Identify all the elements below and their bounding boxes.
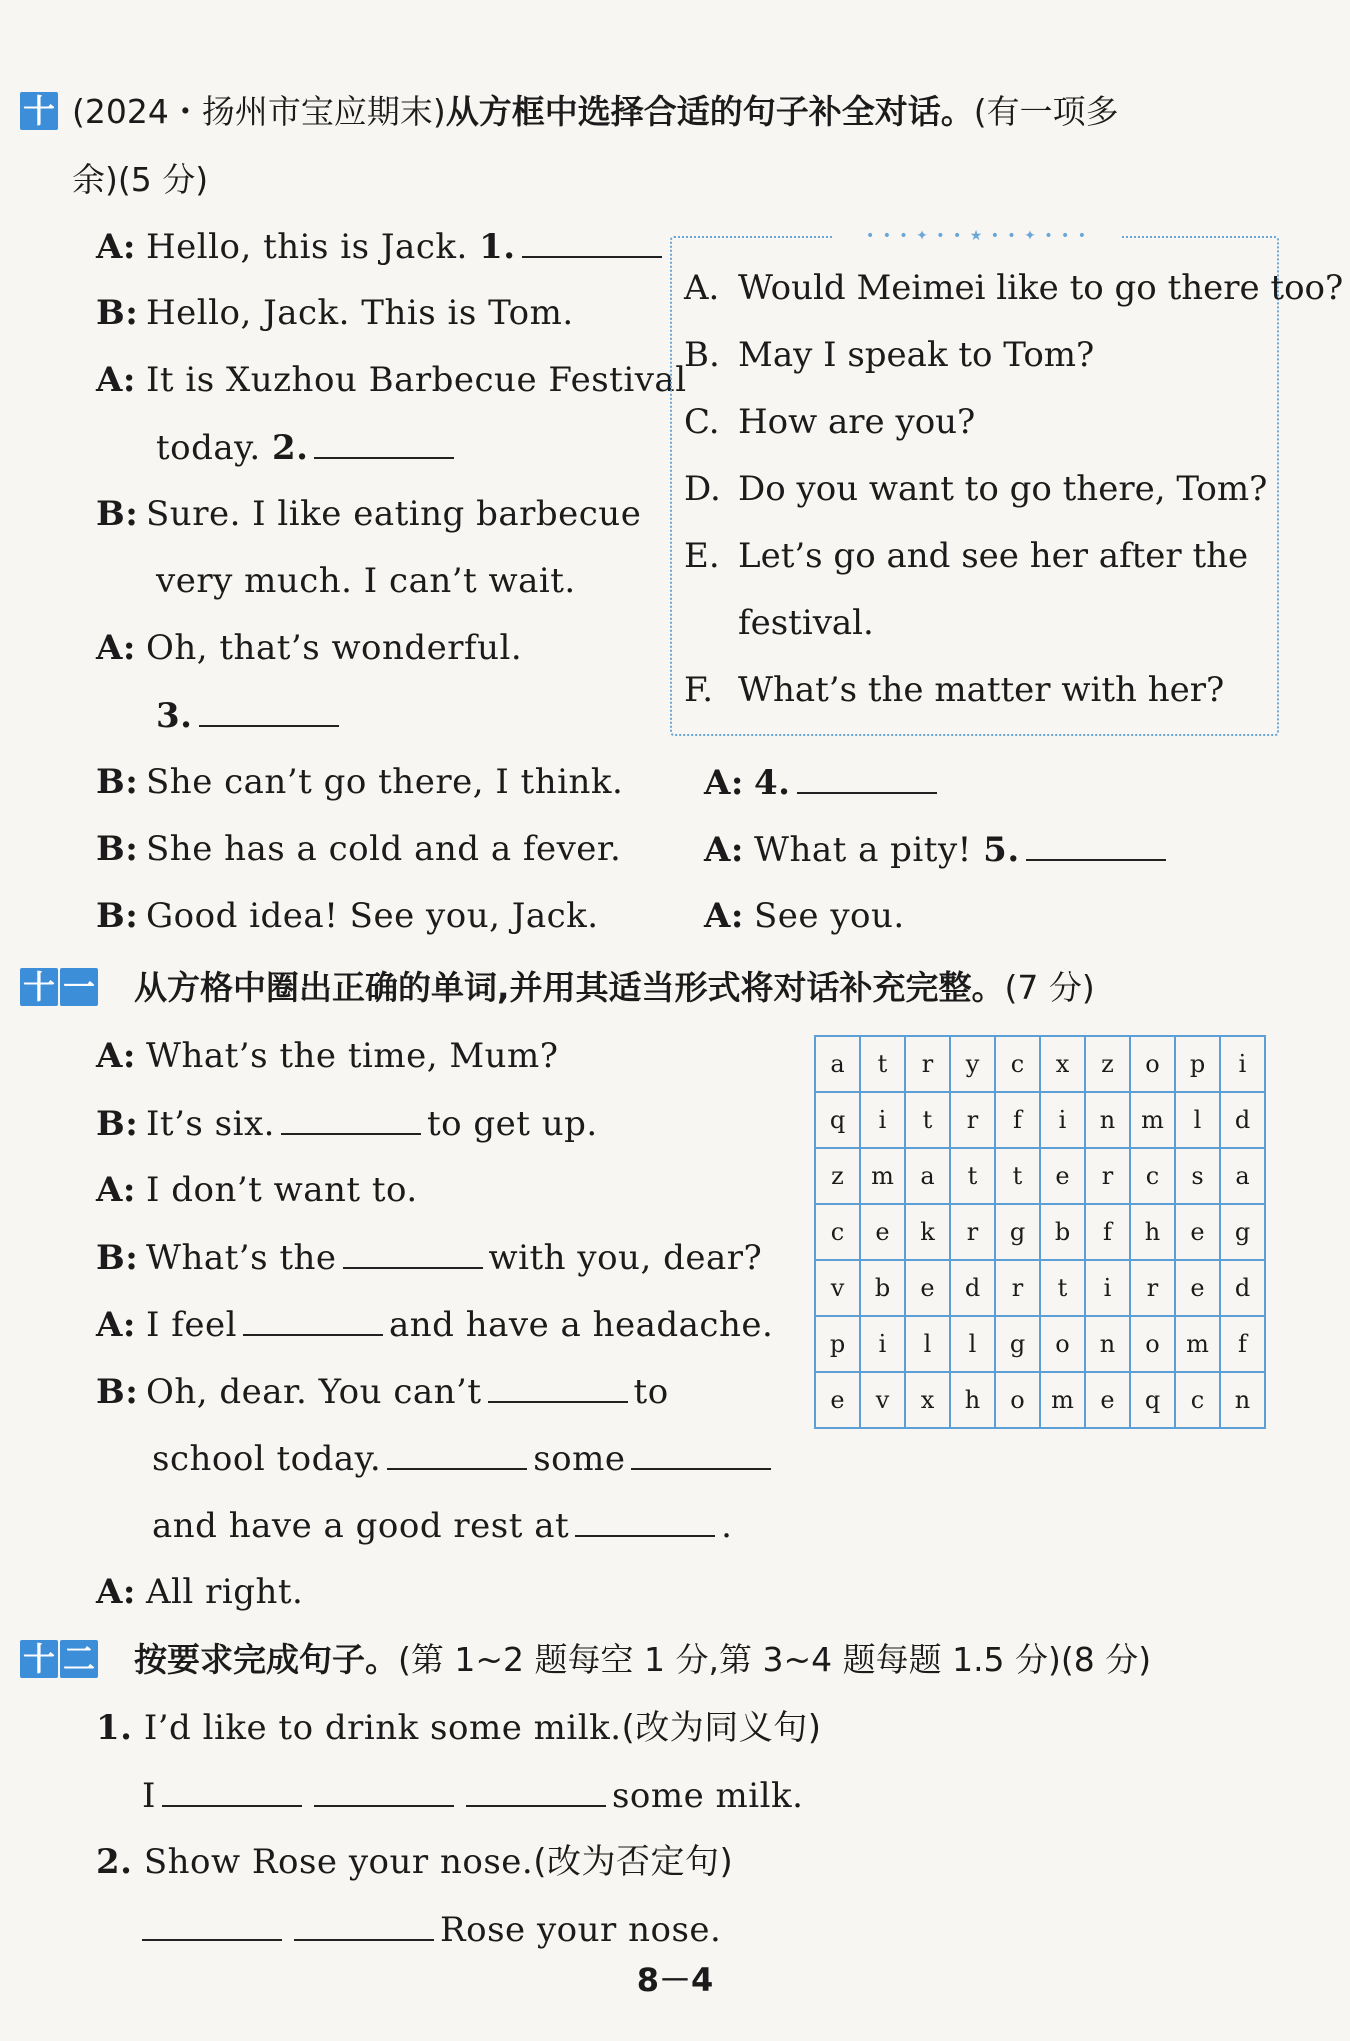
grid-cell[interactable]: f (1085, 1204, 1130, 1260)
grid-cell[interactable]: n (1085, 1092, 1130, 1148)
dialog-line: A: 4. (704, 762, 943, 803)
option-b: B. May I speak to Tom? (684, 335, 1095, 375)
answer-blank[interactable] (243, 1304, 383, 1336)
grid-row (815, 1316, 1265, 1372)
grid-cell[interactable]: e (860, 1204, 905, 1260)
answer-blank-4[interactable] (797, 762, 937, 794)
dialog-line: today. 2. (156, 427, 460, 468)
grid-cell[interactable]: d (1220, 1260, 1265, 1316)
answer-blank[interactable] (343, 1237, 483, 1269)
grid-cell[interactable]: t (1040, 1260, 1085, 1316)
grid-cell[interactable]: m (1040, 1372, 1085, 1428)
dialog-line: A: Hello, this is Jack. 1. (96, 226, 668, 267)
grid-cell[interactable]: m (1175, 1316, 1220, 1372)
dialog-line: B: It’s six. to get up. (96, 1104, 598, 1144)
dialog-line: A: It is Xuzhou Barbecue Festival (96, 360, 687, 400)
grid-cell[interactable]: l (950, 1316, 995, 1372)
grid-cell[interactable]: l (1175, 1092, 1220, 1148)
grid-cell[interactable]: r (905, 1036, 950, 1092)
answer-blank[interactable] (631, 1438, 771, 1470)
grid-cell[interactable]: g (1220, 1204, 1265, 1260)
grid-cell[interactable]: g (995, 1316, 1040, 1372)
badge-char: 二 (60, 1640, 98, 1678)
grid-cell[interactable]: b (1040, 1204, 1085, 1260)
grid-cell[interactable]: r (1130, 1260, 1175, 1316)
section-10-badge (20, 92, 58, 130)
answer-blank[interactable] (162, 1775, 302, 1807)
section-10-title-cont: 余)(5 分) (72, 160, 209, 199)
grid-cell[interactable]: o (1130, 1316, 1175, 1372)
grid-cell[interactable]: t (860, 1036, 905, 1092)
grid-cell[interactable]: e (905, 1260, 950, 1316)
grid-cell[interactable]: i (1085, 1260, 1130, 1316)
grid-cell[interactable]: t (995, 1148, 1040, 1204)
grid-cell[interactable]: c (1130, 1148, 1175, 1204)
grid-cell[interactable]: e (1085, 1372, 1130, 1428)
badge-char: 十 (20, 1640, 58, 1678)
section-11-title: 从方格中圈出正确的单词,并用其适当形式将对话补充完整。(7 分) (134, 968, 1095, 1007)
grid-cell[interactable]: h (950, 1372, 995, 1428)
grid-cell[interactable]: r (950, 1204, 995, 1260)
grid-cell[interactable]: v (860, 1372, 905, 1428)
grid-cell[interactable]: z (1085, 1036, 1130, 1092)
grid-cell[interactable]: l (905, 1316, 950, 1372)
options-box (670, 228, 1344, 736)
grid-row (815, 1260, 1265, 1316)
option-e-cont: festival. (738, 603, 874, 643)
grid-cell[interactable]: i (1220, 1036, 1265, 1092)
grid-cell[interactable]: s (1175, 1148, 1220, 1204)
section-12-title: 按要求完成句子。(第 1~2 题每空 1 分,第 3~4 题每题 1.5 分)(8 分) (134, 1640, 1152, 1679)
grid-cell[interactable]: v (815, 1260, 860, 1316)
grid-cell[interactable]: c (995, 1036, 1040, 1092)
question-1-answer: I some milk. (142, 1776, 804, 1816)
grid-cell[interactable]: t (905, 1092, 950, 1148)
dialog-line: B: She has a cold and a fever. (96, 829, 622, 869)
grid-cell[interactable]: r (995, 1260, 1040, 1316)
answer-blank-2[interactable] (314, 427, 454, 459)
dialog-line: B: Good idea! See you, Jack. (96, 896, 599, 936)
grid-cell[interactable]: f (995, 1092, 1040, 1148)
answer-blank[interactable] (488, 1371, 628, 1403)
grid-cell[interactable]: p (815, 1316, 860, 1372)
dialog-line: very much. I can’t wait. (156, 561, 576, 601)
grid-cell[interactable]: p (1175, 1036, 1220, 1092)
grid-cell[interactable]: a (815, 1036, 860, 1092)
grid-cell[interactable]: e (1040, 1148, 1085, 1204)
dialog-line: B: Hello, Jack. This is Tom. (96, 293, 574, 333)
grid-cell[interactable]: b (860, 1260, 905, 1316)
grid-cell[interactable]: e (815, 1372, 860, 1428)
grid-cell[interactable]: r (1085, 1148, 1130, 1204)
grid-cell[interactable]: x (905, 1372, 950, 1428)
grid-row (815, 1036, 1265, 1092)
grid-cell[interactable]: e (1175, 1260, 1220, 1316)
grid-cell[interactable]: a (1220, 1148, 1265, 1204)
grid-cell[interactable]: e (1175, 1204, 1220, 1260)
grid-cell[interactable]: i (1040, 1092, 1085, 1148)
dialog-line: B: Oh, dear. You can’t to (96, 1372, 669, 1412)
question-2: 2. Show Rose your nose.(改为否定句) (96, 1842, 734, 1882)
title-main: 从方框中选择合适的句子补全对话。 (445, 92, 974, 131)
grid-cell[interactable]: m (860, 1148, 905, 1204)
question-1: 1. I’d like to drink some milk.(改为同义句) (96, 1708, 822, 1748)
grid-cell[interactable]: o (1130, 1036, 1175, 1092)
answer-blank[interactable] (387, 1438, 527, 1470)
answer-blank-1[interactable] (522, 226, 662, 258)
section-10-title (72, 92, 1119, 132)
grid-cell[interactable]: c (1175, 1372, 1220, 1428)
dialog-line: A: All right. (96, 1572, 304, 1612)
answer-blank-3[interactable] (199, 695, 339, 727)
grid-cell[interactable]: d (950, 1260, 995, 1316)
answer-blank[interactable] (294, 1909, 434, 1941)
grid-row (815, 1148, 1265, 1204)
grid-cell[interactable]: h (1130, 1204, 1175, 1260)
badge-char: 一 (60, 968, 98, 1006)
dialog-line: B: Sure. I like eating barbecue (96, 494, 642, 534)
answer-blank[interactable] (142, 1909, 282, 1941)
option-a: A. Would Meimei like to go there too? (684, 268, 1344, 308)
letter-grid (814, 1035, 1266, 1429)
option-f: F. What’s the matter with her? (684, 670, 1225, 710)
title-source: (2024・扬州市宝应期末) (72, 92, 446, 131)
dialog-line: school today. some (152, 1438, 777, 1479)
answer-blank[interactable] (281, 1103, 421, 1135)
page-number: 8－4 (636, 1961, 714, 1999)
grid-cell[interactable]: g (995, 1204, 1040, 1260)
grid-row (815, 1372, 1265, 1428)
dialog-line: A: Oh, that’s wonderful. (96, 628, 523, 668)
option-d: D. Do you want to go there, Tom? (684, 469, 1268, 509)
answer-blank[interactable] (466, 1775, 606, 1807)
grid-cell[interactable]: i (860, 1316, 905, 1372)
grid-row (815, 1092, 1265, 1148)
grid-cell[interactable]: i (860, 1092, 905, 1148)
title-note: (有一项多 (973, 92, 1119, 131)
answer-blank[interactable] (314, 1775, 454, 1807)
grid-row (815, 1204, 1265, 1260)
option-e: E. Let’s go and see her after the (684, 536, 1249, 576)
dialog-line: B: She can’t go there, I think. (96, 762, 624, 802)
section-11-badge (20, 968, 98, 1006)
decorative-stars-icon: • • • ✦ • • ★ • • ✦ • • • (832, 228, 1122, 246)
question-2-answer: Rose your nose. (136, 1909, 721, 1950)
grid-cell[interactable]: y (950, 1036, 995, 1092)
dialog-line: 3. (156, 695, 345, 736)
grid-cell[interactable]: x (1040, 1036, 1085, 1092)
dialog-line: A: What’s the time, Mum? (96, 1036, 559, 1076)
grid-cell[interactable]: c (815, 1204, 860, 1260)
grid-cell[interactable]: n (1220, 1372, 1265, 1428)
grid-cell[interactable]: o (995, 1372, 1040, 1428)
grid-cell[interactable]: f (1220, 1316, 1265, 1372)
dialog-line: and have a good rest at . (152, 1506, 733, 1546)
answer-blank-5[interactable] (1026, 829, 1166, 861)
grid-cell[interactable]: r (950, 1092, 995, 1148)
dialog-line: A: See you. (704, 896, 905, 936)
dialog-line: B: What’s the with you, dear? (96, 1238, 763, 1278)
option-c: C. How are you? (684, 402, 976, 442)
grid-cell[interactable]: d (1220, 1092, 1265, 1148)
grid-cell[interactable]: o (1040, 1316, 1085, 1372)
grid-cell[interactable]: k (905, 1204, 950, 1260)
grid-cell[interactable]: t (950, 1148, 995, 1204)
grid-cell[interactable]: z (815, 1148, 860, 1204)
grid-cell[interactable]: n (1085, 1316, 1130, 1372)
grid-cell[interactable]: a (905, 1148, 950, 1204)
grid-cell[interactable]: m (1130, 1092, 1175, 1148)
section-12-badge (20, 1640, 98, 1678)
dialog-line: A: What a pity! 5. (704, 829, 1172, 870)
badge-char: 十 (20, 968, 58, 1006)
answer-blank[interactable] (575, 1505, 715, 1537)
grid-cell[interactable]: q (1130, 1372, 1175, 1428)
dialog-line: A: I feel and have a headache. (96, 1305, 774, 1345)
badge-char: 十 (20, 92, 58, 130)
dialog-line: A: I don’t want to. (96, 1170, 418, 1210)
grid-cell[interactable]: q (815, 1092, 860, 1148)
